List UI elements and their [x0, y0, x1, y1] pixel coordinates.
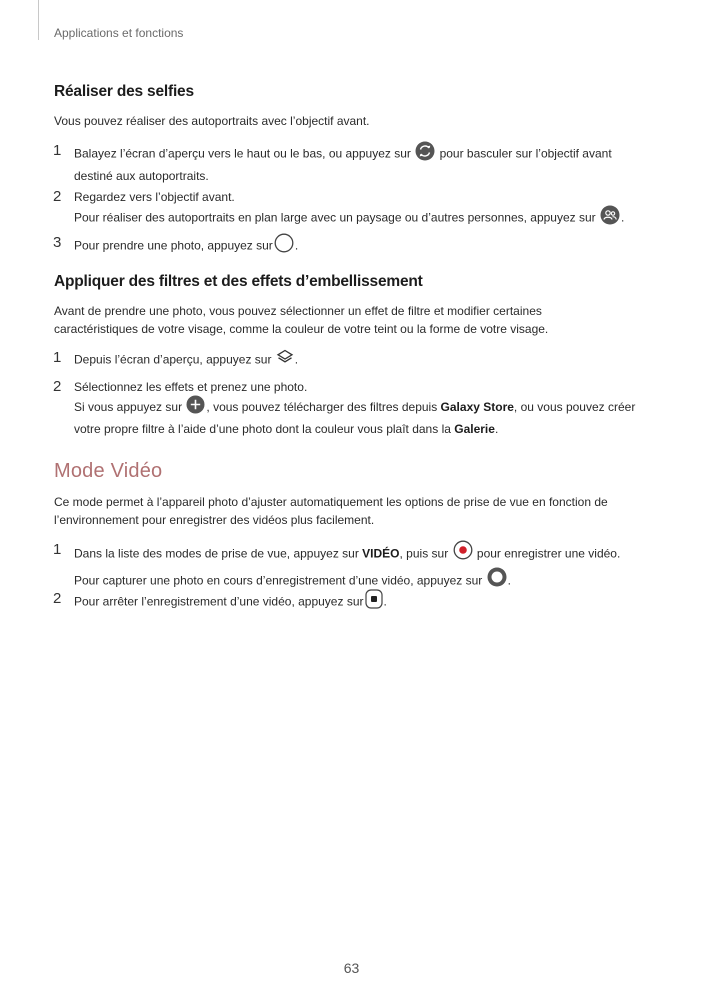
stop-button-icon: [365, 589, 383, 614]
step-number: 3: [53, 234, 62, 251]
record-button-icon: [453, 540, 473, 567]
selfies-step-3: Pour prendre une photo, appuyez sur .: [74, 234, 664, 259]
step-number: 2: [53, 188, 62, 205]
video-intro: Ce mode permet à l’appareil photo d’ajuster automatiquement les options de prise de vue en fonction de l’environnement pour enregistrer des vidéos plus facilement.: [54, 495, 608, 527]
group-selfie-icon: [600, 205, 620, 230]
filters-step-2: Sélectionnez les effets et prenez une photo. Si vous appuyez sur , vous pouvez télécharger des filtres depuis Galaxy Store, ou vous pouvez créer votre propre filtre à l’aide d’une photo dont la couleur vous plaît dans la Galerie.: [74, 380, 636, 436]
step-number: 2: [53, 590, 62, 607]
step-number: 1: [53, 349, 62, 366]
video-mode-label: VIDÉO: [362, 546, 400, 561]
selfies-intro: Vous pouvez réaliser des autoportraits avec l’objectif avant.: [54, 114, 370, 128]
add-filter-icon: [186, 395, 205, 419]
filters-intro: Avant de prendre une photo, vous pouvez sélectionner un effet de filtre et modifier certaines caractéristiques de votre visage, comme la couleur de votre teint ou la forme de votre visage.: [54, 304, 549, 336]
section-title-filters: Appliquer des filtres et des effets d’embellissement: [54, 273, 423, 290]
page-header: Applications et fonctions: [54, 26, 184, 40]
selfies-step-1: Balayez l’écran d’aperçu vers le haut ou le bas, ou appuyez sur pour basculer sur l’objectif avant destiné aux autoportraits.: [74, 142, 664, 185]
filters-effects-icon: [276, 348, 294, 371]
video-step-2: Pour arrêter l’enregistrement d’une vidéo, appuyez sur .: [74, 590, 664, 615]
switch-camera-icon: [415, 141, 435, 166]
section-title-video: Mode Vidéo: [54, 460, 163, 482]
galaxy-store-label: Galaxy Store: [440, 400, 514, 415]
video-step-1: Dans la liste des modes de prise de vue, appuyez sur VIDÉO, puis sur pour enregistrer une vidéo. Pour capturer une photo en cours d’enregistrement d’une vidéo, appuyez sur .: [74, 541, 664, 595]
page-number: 63: [343, 960, 360, 976]
shutter-button-icon: [274, 233, 294, 258]
step-number: 2: [53, 378, 62, 395]
filters-step-1: Depuis l’écran d’aperçu, appuyez sur .: [74, 349, 664, 372]
section-title-selfies: Réaliser des selfies: [54, 83, 194, 100]
selfies-step-2: Regardez vers l’objectif avant. Pour réaliser des autoportraits en plan large avec un paysage ou d’autres personnes, appuyez sur .: [74, 188, 664, 231]
step-number: 1: [53, 142, 62, 159]
step-number: 1: [53, 541, 62, 558]
galerie-label: Galerie: [454, 422, 495, 436]
header-divider: [38, 0, 39, 40]
